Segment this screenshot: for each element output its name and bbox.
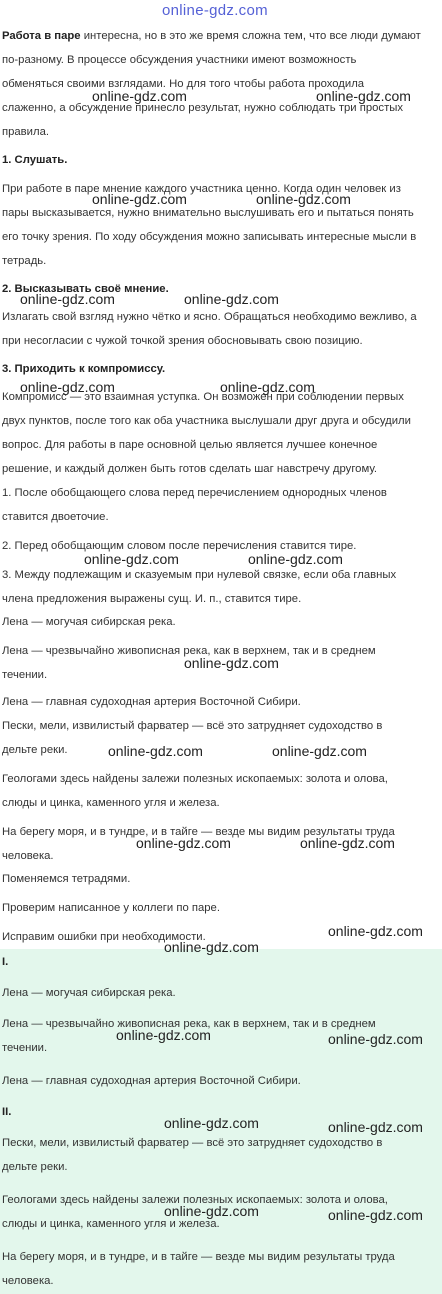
rule-line: решение, и каждый должен быть готов сделать шаг навстречу другому.: [2, 463, 378, 475]
example-line: слюды и цинка, каменного угля и железа.: [2, 797, 220, 809]
example-line: Пески, мели, извилистый фарватер — всё это затрудняет судоходство в: [2, 720, 383, 732]
rule-title: 1. Слушать.: [2, 154, 68, 166]
example-line: Исправим ошибки при необходимости.: [2, 931, 206, 943]
watermark: online-gdz.com: [84, 551, 179, 567]
watermark: online-gdz.com: [108, 743, 203, 759]
watermark: online-gdz.com: [328, 923, 423, 939]
watermark: online-gdz.com: [116, 1027, 211, 1043]
intro-line: слаженно, а обсуждение принесло результат, нужно соблюдать три простых: [2, 102, 404, 114]
point-line: 2. Перед обобщающим словом после перечисления ставится тире.: [2, 540, 357, 552]
point-line: 1. После обобщающего слова перед перечислением однородных членов: [2, 487, 387, 499]
intro-line: обменяться своими взглядами. Но для того чтобы работа проходила: [2, 78, 365, 90]
group-label: I.: [2, 956, 9, 968]
point-line: ставится двоеточие.: [2, 511, 109, 523]
watermark: online-gdz.com: [164, 1203, 259, 1219]
example-line: дельте реки.: [2, 744, 68, 756]
rule-title: 2. Высказывать своё мнение.: [2, 283, 169, 295]
answer-line: течении.: [2, 1042, 48, 1054]
rule-line: его точку зрения. По ходу обсуждения можно записывать интересные мысли в: [2, 231, 417, 243]
example-line: течении.: [2, 669, 48, 681]
rule-line: Излагать свой взгляд нужно чётко и ясно. Обращаться необходимо вежливо, а: [2, 311, 417, 323]
watermark: online-gdz.com: [164, 1115, 259, 1131]
rule-line: При работе в паре мнение каждого участника ценно. Когда один человек из: [2, 183, 401, 195]
example-line: Лена — могучая сибирская река.: [2, 616, 176, 628]
watermark: online-gdz.com: [184, 291, 279, 307]
watermark: online-gdz.com: [256, 191, 351, 207]
watermark: online-gdz.com: [328, 1207, 423, 1223]
answer-line: На берегу моря, и в тундре, и в тайге — везде мы видим результаты труда: [2, 1251, 395, 1263]
rule-line: тетрадь.: [2, 255, 47, 267]
example-line: Геологами здесь найдены залежи полезных ископаемых: золота и олова,: [2, 773, 388, 785]
watermark: online-gdz.com: [328, 1119, 423, 1135]
watermark: online-gdz.com: [328, 1031, 423, 1047]
example-line: Поменяемся тетрадями.: [2, 873, 131, 885]
watermark: online-gdz.com: [316, 88, 411, 104]
intro-line: по-разному. В процессе обсуждения участники имеют возможность: [2, 54, 357, 66]
watermark: online-gdz.com: [162, 2, 268, 19]
watermark: online-gdz.com: [20, 379, 115, 395]
answer-line: человека.: [2, 1275, 54, 1287]
watermark: online-gdz.com: [300, 835, 395, 851]
rule-line: двух пунктов, после того как оба участника выслушали друг друга и обсудили: [2, 415, 411, 427]
point-line: 3. Между подлежащим и сказуемым при нулевой связке, если оба главных: [2, 569, 397, 581]
watermark: online-gdz.com: [248, 551, 343, 567]
example-line: Проверим написанное у коллеги по паре.: [2, 902, 220, 914]
watermark: online-gdz.com: [220, 379, 315, 395]
answer-line: дельте реки.: [2, 1161, 68, 1173]
group-label: II.: [2, 1106, 12, 1118]
answer-line: Геологами здесь найдены залежи полезных ископаемых: золота и олова,: [2, 1194, 388, 1206]
watermark: online-gdz.com: [92, 191, 187, 207]
example-line: человека.: [2, 850, 54, 862]
answer-line: Лена — чрезвычайно живописная река, как в верхнем, так и в среднем: [2, 1018, 376, 1030]
rule-line: вопрос. Для работы в паре основной целью является лучшее конечное: [2, 439, 378, 451]
example-line: На берегу моря, и в тундре, и в тайге — везде мы видим результаты труда: [2, 826, 395, 838]
intro-bold: Работа в паре: [2, 30, 81, 42]
rule-line: пары высказывается, нужно внимательно выслушивать его и пытаться понять: [2, 207, 414, 219]
rule-line: при несогласии с чужой точкой зрения обосновывать свою позицию.: [2, 335, 363, 347]
watermark: online-gdz.com: [272, 743, 367, 759]
example-line: Лена — главная судоходная артерия Восточной Сибири.: [2, 696, 301, 708]
answer-line: Лена — главная судоходная артерия Восточной Сибири.: [2, 1075, 301, 1087]
intro-line: правила.: [2, 126, 50, 138]
watermark: online-gdz.com: [184, 655, 279, 671]
answer-line: слюды и цинка, каменного угля и железа.: [2, 1218, 220, 1230]
example-line: Лена — чрезвычайно живописная река, как в верхнем, так и в среднем: [2, 645, 376, 657]
watermark: online-gdz.com: [136, 835, 231, 851]
rule-line: Компромисс — это взаимная уступка. Он возможен при соблюдении первых: [2, 391, 404, 403]
rule-title: 3. Приходить к компромиссу.: [2, 363, 166, 375]
watermark: online-gdz.com: [92, 88, 187, 104]
intro-line: Работа в паре интересна, но в это же время сложна тем, что все люди думают: [2, 30, 421, 42]
watermark: online-gdz.com: [164, 939, 259, 955]
answer-line: Пески, мели, извилистый фарватер — всё это затрудняет судоходство в: [2, 1137, 383, 1149]
point-line: члена предложения выражены сущ. И. п., ставится тире.: [2, 593, 302, 605]
watermark: online-gdz.com: [20, 291, 115, 307]
answer-line: Лена — могучая сибирская река.: [2, 987, 176, 999]
